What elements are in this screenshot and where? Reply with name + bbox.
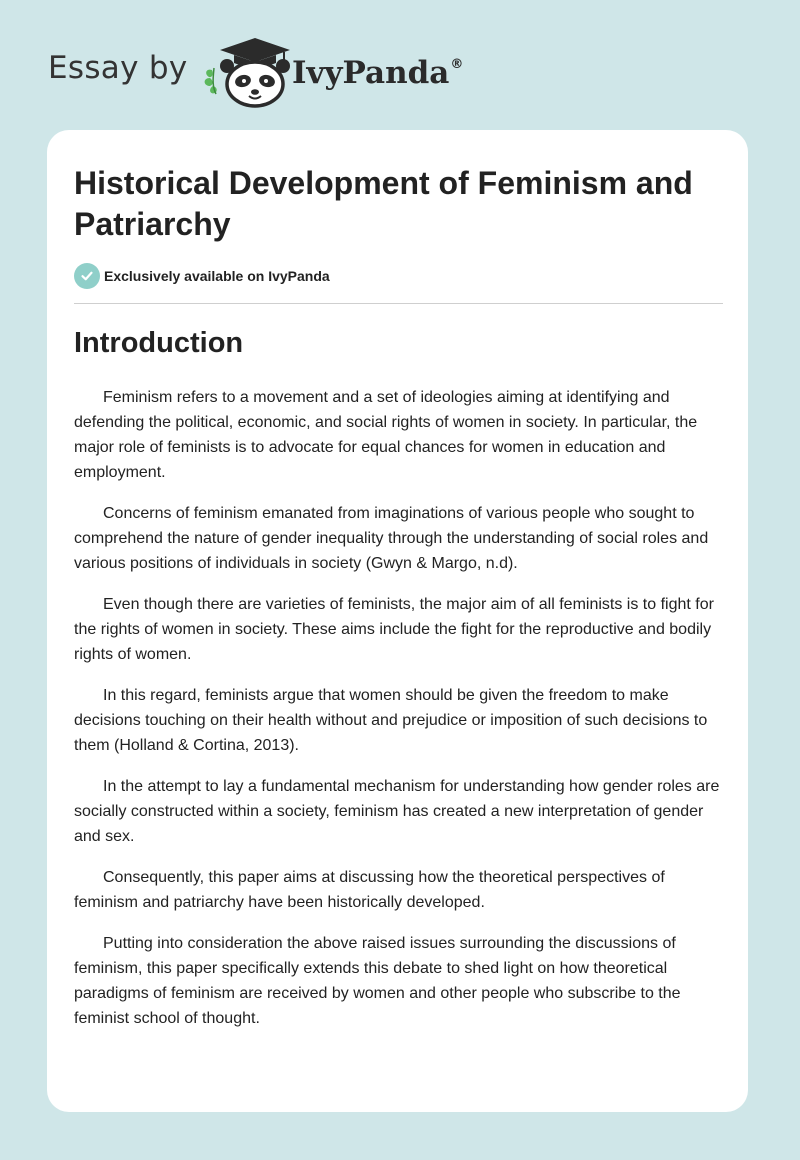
- essay-title: Historical Development of Feminism and Patriarchy: [74, 165, 693, 242]
- check-icon: [74, 263, 100, 289]
- essay-body: [74, 385, 724, 1047]
- registered-mark: ®: [450, 57, 464, 72]
- paragraph: Feminism refers to a movement and a set of ideologies aiming at identifying and defending the political, economic, and social rights of women in society. In particular, the major role of feminists is to advocate for equal chances for women in education and employment.: [74, 389, 698, 481]
- site-header: [0, 0, 800, 130]
- title-divider: [74, 303, 723, 304]
- ivy-leaf-icon: [205, 68, 217, 94]
- paragraph: Even though there are varieties of feminists, the major aim of all feminists is to fight for the rights of women in society. These aims include the fight for the reproductive and bodily rights of women.: [74, 596, 714, 663]
- panda-logo-icon[interactable]: [200, 34, 292, 108]
- paragraph: Consequently, this paper aims at discussing how the theoretical perspectives of feminism and patriarchy have been historically developed.: [74, 869, 665, 911]
- exclusive-badge-label: Exclusively available on IvyPanda: [104, 268, 330, 284]
- exclusive-badge: [74, 263, 330, 289]
- essay-card: [47, 130, 748, 1112]
- paragraph: In the attempt to lay a fundamental mechanism for understanding how gender roles are socially constructed within a society, feminism has created a new interpretation of gender and sex.: [74, 778, 720, 845]
- paragraph: Concerns of feminism emanated from imaginations of various people who sought to comprehend the nature of gender inequality through the understanding of social roles and various positions of individuals in society (Gwyn & Margo, n.d).: [74, 505, 709, 572]
- paragraph: In this regard, feminists argue that women should be given the freedom to make decisions touching on their health without and prejudice or imposition of such decisions to them (Holland & Cortina, 2013).: [74, 687, 708, 754]
- essay-by-label: Essay by: [48, 50, 188, 86]
- paragraph: Putting into consideration the above raised issues surrounding the discussions of feminism, this paper specifically extends this debate to shed light on how theoretical paradigms of feminism are received by women and other people who subscribe to the feminist school of thought.: [74, 935, 681, 1027]
- brand-name[interactable]: IvyPanda®: [292, 55, 464, 91]
- section-heading-introduction: Introduction: [74, 327, 244, 359]
